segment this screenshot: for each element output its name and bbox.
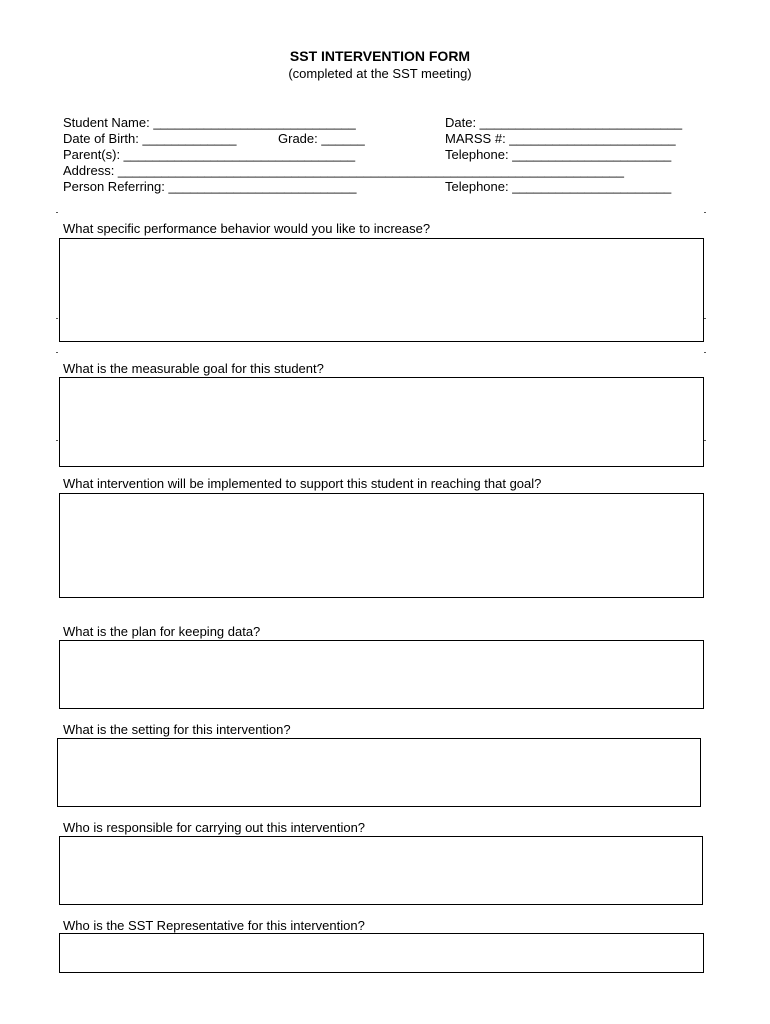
form-title: SST INTERVENTION FORM bbox=[289, 48, 471, 64]
guide-mark bbox=[56, 440, 58, 441]
form-subtitle: (completed at the SST meeting) bbox=[288, 66, 472, 81]
question-label-intervention: What intervention will be implemented to support this student in reaching that goal? bbox=[63, 476, 542, 491]
student-name-field[interactable]: Student Name: ____________________________ bbox=[63, 115, 356, 130]
answer-box-behavior[interactable] bbox=[59, 238, 704, 342]
question-label-setting: What is the setting for this intervention? bbox=[63, 722, 291, 737]
question-label-responsible: Who is responsible for carrying out this intervention? bbox=[63, 820, 366, 835]
answer-box-responsible[interactable] bbox=[59, 836, 703, 905]
question-label-sst-representative: Who is the SST Representative for this intervention? bbox=[63, 918, 365, 933]
person-referring-field[interactable]: Person Referring: __________________________ bbox=[63, 179, 357, 194]
address-field[interactable]: Address: ______________________________________________________________________ bbox=[63, 163, 625, 178]
guide-mark bbox=[704, 212, 706, 213]
answer-box-goal[interactable] bbox=[59, 377, 704, 467]
answer-box-intervention[interactable] bbox=[59, 493, 704, 598]
grade-field[interactable]: Grade: ______ bbox=[278, 131, 365, 146]
guide-mark bbox=[704, 318, 706, 319]
marss-field[interactable]: MARSS #: _______________________ bbox=[445, 131, 676, 146]
question-label-goal: What is the measurable goal for this student? bbox=[63, 361, 324, 376]
answer-box-setting[interactable] bbox=[57, 738, 701, 807]
date-of-birth-field[interactable]: Date of Birth: _____________ bbox=[63, 131, 237, 146]
telephone-field-2[interactable]: Telephone: ______________________ bbox=[445, 179, 672, 194]
answer-box-data-plan[interactable] bbox=[59, 640, 704, 709]
answer-box-sst-representative[interactable] bbox=[59, 933, 704, 973]
telephone-field-1[interactable]: Telephone: ______________________ bbox=[445, 147, 672, 162]
question-label-behavior: What specific performance behavior would you like to increase? bbox=[63, 221, 431, 236]
guide-mark bbox=[56, 352, 58, 353]
guide-mark bbox=[704, 352, 706, 353]
parents-field[interactable]: Parent(s): ________________________________ bbox=[63, 147, 356, 162]
guide-mark bbox=[56, 318, 58, 319]
guide-mark bbox=[704, 440, 706, 441]
guide-mark bbox=[56, 212, 58, 213]
date-field[interactable]: Date: ____________________________ bbox=[445, 115, 683, 130]
question-label-data-plan: What is the plan for keeping data? bbox=[63, 624, 261, 639]
